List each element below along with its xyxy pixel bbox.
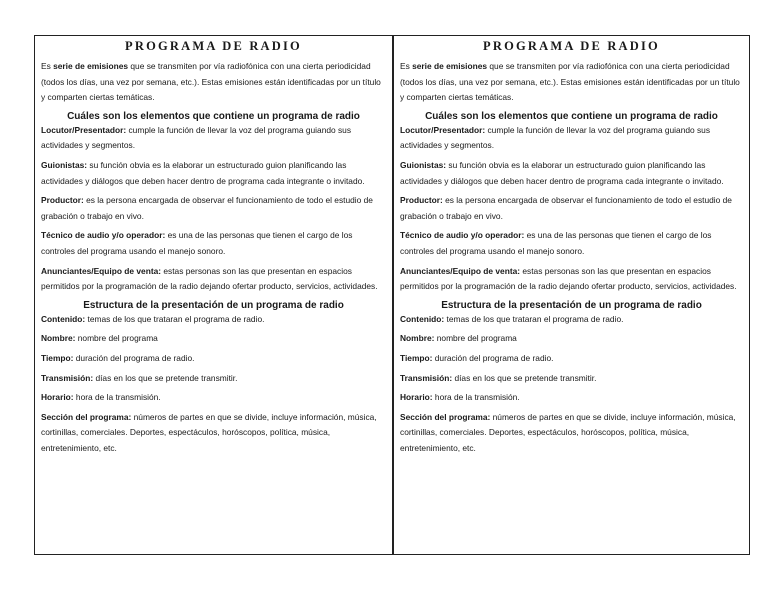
left-column: [35, 36, 392, 554]
item-anunciantes: Anunciantes/Equipo de venta: estas personas son las que presentan en espacios permitidos por la programación de la radio dejando ofertar producto, servicios, actividades.: [400, 265, 737, 292]
section-heading-elements: Cuáles son los elementos que contiene un programa de radio: [425, 110, 718, 122]
intro-paragraph: Es serie de emisiones que se transmiten por vía radiofónica con una cierta periodicidad (todos los días, una vez por semana, etc.). Estas emisiones están identificadas por un título y comparten ciertas temáticas.: [41, 61, 381, 103]
item-horario: Horario: hora de la transmisión.: [41, 392, 161, 403]
item-horario: Horario: hora de la transmisión.: [400, 392, 520, 403]
section-heading-structure: Estructura de la presentación de un programa de radio: [441, 299, 702, 311]
item-seccion: Sección del programa: números de partes en que se divide, incluye información, música, cortinillas, comerciales. Deportes, espectáculos, horóscopos, política, música, entretenimiento, etc.: [41, 411, 377, 453]
item-productor: Productor: es la persona encargada de observar el funcionamiento de todo el estudio de grabación o trabajo en vivo.: [400, 195, 732, 221]
item-seccion: Sección del programa: números de partes en que se divide, incluye información, música, cortinillas, comerciales. Deportes, espectáculos, horóscopos, política, música, entretenimiento, etc.: [400, 411, 736, 453]
item-contenido: Contenido: temas de los que trataran el programa de radio.: [41, 313, 265, 324]
item-guionistas: Guionistas: su función obvia es la elaborar un estructurado guion planificando las actividades y diálogos que deben hacer dentro de programa cada integrante o invitado.: [41, 159, 365, 186]
page-title: PROGRAMA DE RADIO: [125, 39, 302, 53]
handout-sheet: [34, 35, 750, 555]
item-locutor: Locutor/Presentador: cumple la función de llevar la voz del programa guiando sus actividades y segmentos.: [400, 124, 711, 151]
item-locutor: Locutor/Presentador: cumple la función de llevar la voz del programa guiando sus actividades y segmentos.: [41, 124, 352, 151]
item-nombre: Nombre: nombre del programa: [400, 333, 517, 344]
item-guionistas: Guionistas: su función obvia es la elaborar un estructurado guion planificando las actividades y diálogos que deben hacer dentro de programa cada integrante o invitado.: [400, 159, 724, 186]
item-contenido: Contenido: temas de los que trataran el programa de radio.: [400, 313, 624, 324]
item-transmision: Transmisión: días en los que se pretende transmitir.: [41, 372, 238, 383]
intro-paragraph: Es serie de emisiones que se transmiten por vía radiofónica con una cierta periodicidad (todos los días, una vez por semana, etc.). Estas emisiones están identificadas por un título y comparten ciertas temáticas.: [400, 61, 740, 103]
item-tiempo: Tiempo: duración del programa de radio.: [400, 352, 554, 363]
right-column: [392, 36, 749, 554]
section-heading-structure: Estructura de la presentación de un programa de radio: [83, 299, 344, 311]
intro-bold-term: serie de emisiones: [412, 61, 488, 71]
item-anunciantes: Anunciantes/Equipo de venta: estas personas son las que presentan en espacios permitidos por la programación de la radio dejando ofertar producto, servicios, actividades.: [41, 265, 378, 292]
item-productor: Productor: es la persona encargada de observar el funcionamiento de todo el estudio de grabación o trabajo en vivo.: [41, 195, 373, 221]
item-transmision: Transmisión: días en los que se pretende transmitir.: [400, 372, 597, 383]
intro-bold-term: serie de emisiones: [53, 61, 129, 71]
section-heading-elements: Cuáles son los elementos que contiene un programa de radio: [67, 110, 360, 122]
item-tiempo: Tiempo: duración del programa de radio.: [41, 352, 195, 363]
item-tecnico: Técnico de audio y/o operador: es una de las personas que tienen el cargo de los controles del programa usando el manejo sonoro.: [400, 230, 712, 256]
item-tecnico: Técnico de audio y/o operador: es una de las personas que tienen el cargo de los controles del programa usando el manejo sonoro.: [41, 230, 353, 256]
page-title: PROGRAMA DE RADIO: [483, 39, 660, 53]
item-nombre: Nombre: nombre del programa: [41, 333, 158, 344]
